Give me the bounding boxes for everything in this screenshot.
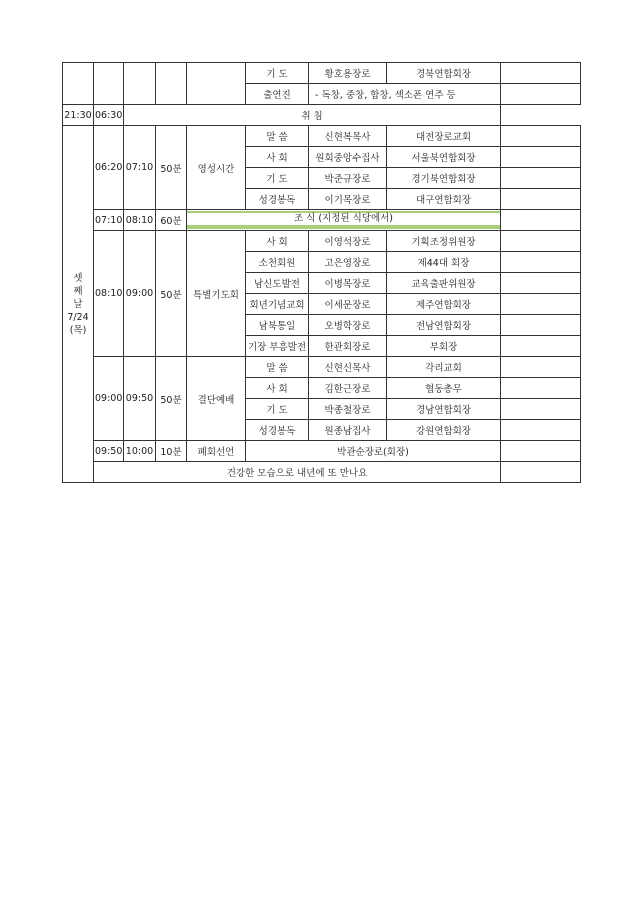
note-cell [501, 441, 581, 462]
role-cell: 회년기념교회 [246, 294, 309, 315]
end-time-cell: 10:00 [124, 441, 156, 462]
end-time-cell: 07:10 [124, 126, 156, 210]
day-label-date: 7/24 [67, 311, 89, 323]
note-cell [501, 189, 581, 210]
position-cell: 각리교회 [387, 357, 501, 378]
note-cell [501, 84, 581, 105]
person-cell: 신현복목사 [309, 126, 387, 147]
role-cell: 말 씀 [246, 126, 309, 147]
position-cell: 전남연합회장 [387, 315, 501, 336]
person-cell: 김한근장로 [309, 378, 387, 399]
position-cell: 제주연합회장 [387, 294, 501, 315]
position-cell: 기획조정위원장 [387, 231, 501, 252]
duration-cell: 50분 [156, 126, 187, 210]
end-time-cell [124, 63, 156, 105]
role-cell: 기 도 [246, 399, 309, 420]
sleep-label-cell: 취 침 [124, 105, 501, 126]
start-time-cell: 21:30 [63, 105, 94, 126]
position-cell: 경북연합회장 [387, 63, 501, 84]
duration-cell: 50분 [156, 231, 187, 357]
role-cell: 성경봉독 [246, 420, 309, 441]
note-cell [501, 294, 581, 315]
position-cell: 제44대 회장 [387, 252, 501, 273]
role-cell: 남신도발전 [246, 273, 309, 294]
position-cell: 부회장 [387, 336, 501, 357]
start-time-cell: 09:50 [94, 441, 124, 462]
position-cell: 서울북연합회장 [387, 147, 501, 168]
table-row [63, 462, 581, 483]
role-cell: 사 회 [246, 378, 309, 399]
table-row [63, 105, 581, 126]
table-row [63, 357, 581, 378]
note-cell [501, 210, 581, 231]
day-label-cell [63, 126, 94, 483]
table-row [63, 210, 581, 231]
duration-cell [156, 63, 187, 105]
person-cell: 고은영장로 [309, 252, 387, 273]
note-cell [501, 336, 581, 357]
session-title-cell: 폐회선언 [187, 441, 246, 462]
position-cell: 강원연합회장 [387, 420, 501, 441]
note-cell [501, 462, 581, 483]
position-cell: 교육출판위원장 [387, 273, 501, 294]
breakfast-banner-cell [187, 210, 501, 231]
role-cell: 기 도 [246, 168, 309, 189]
note-cell [501, 273, 581, 294]
day-label-weekday: (목) [69, 324, 87, 336]
schedule-table [62, 62, 581, 483]
duration-cell: 10분 [156, 441, 187, 462]
note-cell [501, 168, 581, 189]
note-cell [501, 126, 581, 147]
closing-person-cell: 박관순장로(회장) [246, 441, 501, 462]
note-cell [501, 357, 581, 378]
person-cell: 신현신목사 [309, 357, 387, 378]
person-cell: 이영석장로 [309, 231, 387, 252]
note-cell [501, 399, 581, 420]
person-cell: 한관회장로 [309, 336, 387, 357]
role-cell: 기장 부흥발전 [246, 336, 309, 357]
person-cell: 이병목장로 [309, 273, 387, 294]
person-cell: 박종철장로 [309, 399, 387, 420]
note-cell [501, 420, 581, 441]
note-cell [501, 378, 581, 399]
duration-cell: 50분 [156, 357, 187, 441]
person-cell: 이세문장로 [309, 294, 387, 315]
start-time-cell: 06:20 [94, 126, 124, 210]
note-cell [501, 147, 581, 168]
position-cell: 대전장로교회 [387, 126, 501, 147]
session-title-cell [187, 63, 246, 105]
position-cell: 경남연합회장 [387, 399, 501, 420]
person-cell: 원회중앙수집사 [309, 147, 387, 168]
start-time-cell: 07:10 [94, 210, 124, 231]
session-title-cell: 영성시간 [187, 126, 246, 210]
table-row [63, 63, 581, 84]
session-title-cell: 결단예배 [187, 357, 246, 441]
end-time-cell: 09:50 [124, 357, 156, 441]
note-cell [501, 315, 581, 336]
role-cell: 사 회 [246, 231, 309, 252]
breakfast-banner: 조 식 (지정된 식당에서) [187, 211, 500, 229]
person-cell: 박준규장로 [309, 168, 387, 189]
position-cell: 협동총무 [387, 378, 501, 399]
duration-cell: 60분 [156, 210, 187, 231]
note-cell [501, 231, 581, 252]
day-label-line2: 째 [73, 285, 83, 297]
day-label-line3: 날 [73, 298, 83, 310]
person-cell: 오병학장로 [309, 315, 387, 336]
day-label-line1: 셋 [73, 272, 83, 284]
start-time-cell: 08:10 [94, 231, 124, 357]
position-cell: 대구연합회장 [387, 189, 501, 210]
role-cell: 남북통일 [246, 315, 309, 336]
performers-cell: - 독창, 중창, 합창, 섹소폰 연주 등 [309, 84, 501, 105]
table-row [63, 231, 581, 252]
person-cell: 원종남집사 [309, 420, 387, 441]
note-cell [501, 252, 581, 273]
table-row [63, 441, 581, 462]
person-cell: 황호용장로 [309, 63, 387, 84]
role-cell: 말 씀 [246, 357, 309, 378]
role-cell: 출연진 [246, 84, 309, 105]
start-time-cell: 09:00 [94, 357, 124, 441]
farewell-message: 건강한 모습으로 내년에 또 만나요 [94, 462, 501, 483]
end-time-cell: 09:00 [124, 231, 156, 357]
note-cell [501, 63, 581, 84]
role-cell: 사 회 [246, 147, 309, 168]
table-row [63, 126, 581, 147]
end-time-cell: 08:10 [124, 210, 156, 231]
role-cell: 기 도 [246, 63, 309, 84]
person-cell: 이기목장로 [309, 189, 387, 210]
day-cell-prev [63, 63, 94, 105]
start-time-cell [94, 63, 124, 105]
end-time-cell: 06:30 [94, 105, 124, 126]
role-cell: 소천회원 [246, 252, 309, 273]
session-title-cell: 특별기도회 [187, 231, 246, 357]
role-cell: 성경봉독 [246, 189, 309, 210]
position-cell: 경기북연합회장 [387, 168, 501, 189]
